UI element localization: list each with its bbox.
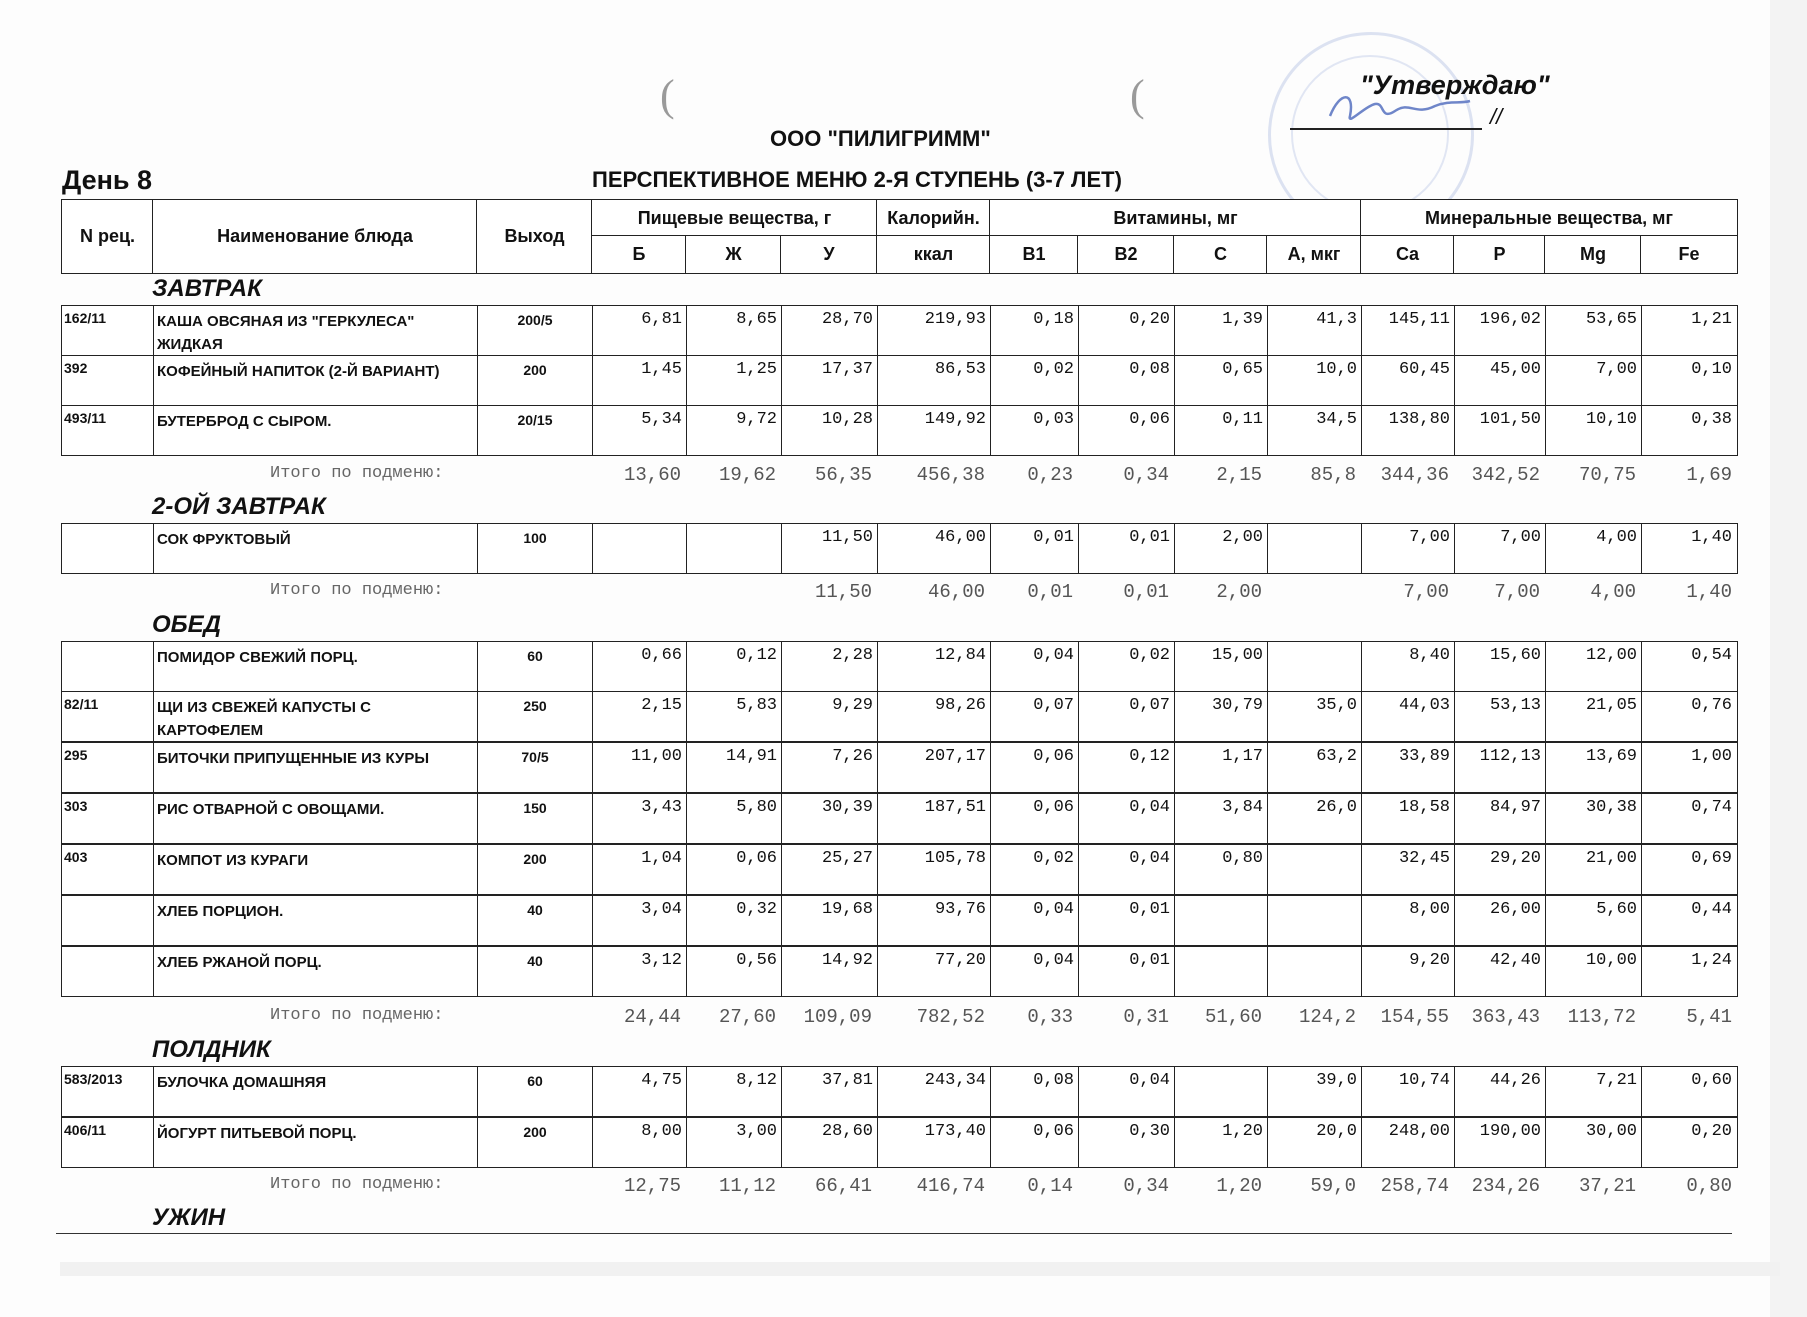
value-b2: 0,01 xyxy=(1078,524,1174,573)
value-a xyxy=(1267,845,1361,894)
dish-yield: 60 xyxy=(477,1067,592,1116)
rec-number: 406/11 xyxy=(64,1122,107,1138)
value-zh: 9,72 xyxy=(686,406,781,455)
value-c: 1,39 xyxy=(1174,306,1267,355)
value-b1: 0,06 xyxy=(990,743,1078,792)
value-zh: 3,00 xyxy=(686,1118,781,1167)
value-c: 3,84 xyxy=(1174,794,1267,843)
value-a xyxy=(1267,947,1361,996)
value-p: 190,00 xyxy=(1454,1118,1545,1167)
value-ca: 18,58 xyxy=(1361,794,1454,843)
punch-mark-right: ( xyxy=(1130,71,1145,120)
dish-name: ХЛЕБ ПОРЦИОН. xyxy=(153,896,477,945)
value-ca: 33,89 xyxy=(1361,743,1454,792)
dish-yield: 40 xyxy=(477,947,592,996)
col-header-fe: Fe xyxy=(1640,235,1738,274)
table-row xyxy=(61,895,1738,946)
col-header-name: Наименование блюда xyxy=(152,199,478,274)
subtotal-row xyxy=(0,1003,1740,1031)
value-b1: 0,02 xyxy=(990,356,1078,405)
col-header-c: C xyxy=(1173,235,1268,274)
total-mg: 37,21 xyxy=(1578,1175,1636,1197)
value-kcal: 243,34 xyxy=(877,1067,990,1116)
total-kcal: 456,38 xyxy=(916,464,985,486)
value-a: 26,0 xyxy=(1267,794,1361,843)
col-header-b1: B1 xyxy=(989,235,1079,274)
value-u: 9,29 xyxy=(781,692,877,741)
total-c: 1,20 xyxy=(1216,1175,1262,1197)
value-c xyxy=(1174,947,1267,996)
value-u: 28,70 xyxy=(781,306,877,355)
value-fe: 0,74 xyxy=(1641,794,1736,843)
value-zh: 5,83 xyxy=(686,692,781,741)
total-c: 2,00 xyxy=(1216,581,1262,603)
value-fe: 0,38 xyxy=(1641,406,1736,455)
total-mg: 113,72 xyxy=(1567,1006,1636,1028)
col-header-mg: Mg xyxy=(1544,235,1642,274)
table-row xyxy=(61,844,1738,895)
value-ca: 10,74 xyxy=(1361,1067,1454,1116)
dish-name: БУТЕРБРОД С СЫРОМ. xyxy=(153,406,477,455)
dish-name: РИС ОТВАРНОЙ С ОВОЩАМИ. xyxy=(153,794,477,843)
section-title: ПОЛДНИК xyxy=(152,1036,271,1063)
value-b1: 0,04 xyxy=(990,642,1078,691)
value-b2: 0,01 xyxy=(1078,947,1174,996)
total-u: 66,41 xyxy=(814,1175,872,1197)
value-b2: 0,08 xyxy=(1078,356,1174,405)
value-c: 1,17 xyxy=(1174,743,1267,792)
section-title: УЖИН xyxy=(152,1204,226,1231)
value-mg: 10,00 xyxy=(1545,947,1641,996)
value-ca: 145,11 xyxy=(1361,306,1454,355)
value-a: 35,0 xyxy=(1267,692,1361,741)
dish-name: ХЛЕБ РЖАНОЙ ПОРЦ. xyxy=(153,947,477,996)
table-row xyxy=(61,793,1738,844)
value-ca: 248,00 xyxy=(1361,1118,1454,1167)
value-kcal: 12,84 xyxy=(877,642,990,691)
value-a xyxy=(1267,896,1361,945)
value-c: 0,11 xyxy=(1174,406,1267,455)
col-header-nutrients: Пищевые вещества, г xyxy=(591,199,878,237)
value-a: 34,5 xyxy=(1267,406,1361,455)
total-fe: 5,41 xyxy=(1686,1006,1732,1028)
rec-number xyxy=(62,947,153,996)
total-b: 13,60 xyxy=(623,464,681,486)
value-zh: 8,12 xyxy=(686,1067,781,1116)
value-b2: 0,04 xyxy=(1078,1067,1174,1116)
dish-name: КОФЕЙНЫЙ НАПИТОК (2-Й ВАРИАНТ) xyxy=(153,356,477,405)
table-row xyxy=(61,1066,1738,1117)
value-ca: 7,00 xyxy=(1361,524,1454,573)
col-header-rec: N рец. xyxy=(61,199,154,274)
total-c: 2,15 xyxy=(1216,464,1262,486)
col-header-b2: B2 xyxy=(1077,235,1175,274)
section-title: ЗАВТРАК xyxy=(152,275,262,302)
punch-mark-left: ( xyxy=(660,71,675,120)
value-c: 2,00 xyxy=(1174,524,1267,573)
col-header-minerals: Минеральные вещества, мг xyxy=(1360,199,1738,237)
total-u: 11,50 xyxy=(814,581,872,603)
value-c xyxy=(1174,1067,1267,1116)
total-ca: 154,55 xyxy=(1380,1006,1449,1028)
total-b1: 0,14 xyxy=(1027,1175,1073,1197)
value-b2: 0,04 xyxy=(1078,845,1174,894)
dish-yield: 100 xyxy=(477,524,592,573)
value-zh: 0,32 xyxy=(686,896,781,945)
rec-number: 493/11 xyxy=(64,410,107,426)
value-b1: 0,02 xyxy=(990,845,1078,894)
total-fe: 1,69 xyxy=(1686,464,1732,486)
total-kcal: 782,52 xyxy=(916,1006,985,1028)
value-b1: 0,06 xyxy=(990,1118,1078,1167)
value-p: 196,02 xyxy=(1454,306,1545,355)
col-header-u: У xyxy=(780,235,878,274)
value-mg: 4,00 xyxy=(1545,524,1641,573)
value-b xyxy=(592,524,686,573)
col-header-zh: Ж xyxy=(685,235,782,274)
dish-yield: 20/15 xyxy=(477,406,592,455)
rec-number: 162/11 xyxy=(64,310,107,326)
dish-name: СОК ФРУКТОВЫЙ xyxy=(153,524,477,573)
dish-name: БИТОЧКИ ПРИПУЩЕННЫЕ ИЗ КУРЫ xyxy=(153,743,477,792)
subtotal-row xyxy=(0,578,1740,606)
col-header-b: Б xyxy=(591,235,687,274)
table-row xyxy=(61,742,1738,793)
total-c: 51,60 xyxy=(1204,1006,1262,1028)
value-kcal: 187,51 xyxy=(877,794,990,843)
value-b1: 0,04 xyxy=(990,947,1078,996)
total-b: 12,75 xyxy=(623,1175,681,1197)
subtotal-row xyxy=(0,461,1740,489)
value-b: 3,12 xyxy=(592,947,686,996)
table-row xyxy=(61,523,1738,574)
value-kcal: 46,00 xyxy=(877,524,990,573)
dish-yield: 150 xyxy=(477,794,592,843)
menu-title: ПЕРСПЕКТИВНОЕ МЕНЮ 2-Я СТУПЕНЬ (3-7 ЛЕТ) xyxy=(592,167,1122,192)
dish-yield: 200/5 xyxy=(477,306,592,355)
col-header-yield: Выход xyxy=(476,199,593,274)
value-mg: 7,21 xyxy=(1545,1067,1641,1116)
value-c: 15,00 xyxy=(1174,642,1267,691)
value-b: 4,75 xyxy=(592,1067,686,1116)
total-ca: 7,00 xyxy=(1403,581,1449,603)
table-row xyxy=(61,691,1738,742)
value-mg: 53,65 xyxy=(1545,306,1641,355)
dish-yield: 60 xyxy=(477,642,592,691)
value-zh: 0,56 xyxy=(686,947,781,996)
value-c: 0,65 xyxy=(1174,356,1267,405)
day-label: День 8 xyxy=(62,165,153,195)
total-kcal: 416,74 xyxy=(916,1175,985,1197)
value-mg: 5,60 xyxy=(1545,896,1641,945)
col-header-calories: Калорийн. xyxy=(876,199,991,237)
signature-line xyxy=(1290,128,1482,130)
total-ca: 344,36 xyxy=(1380,464,1449,486)
total-zh: 11,12 xyxy=(718,1175,776,1197)
value-b1: 0,04 xyxy=(990,896,1078,945)
value-p: 26,00 xyxy=(1454,896,1545,945)
value-b: 1,45 xyxy=(592,356,686,405)
value-ca: 8,00 xyxy=(1361,896,1454,945)
value-mg: 12,00 xyxy=(1545,642,1641,691)
rec-number: 295 xyxy=(64,747,88,763)
subtotal-label: Итого по подменю: xyxy=(270,1175,444,1194)
total-b1: 0,01 xyxy=(1027,581,1073,603)
value-a: 41,3 xyxy=(1267,306,1361,355)
value-kcal: 105,78 xyxy=(877,845,990,894)
value-ca: 60,45 xyxy=(1361,356,1454,405)
value-b1: 0,01 xyxy=(990,524,1078,573)
rec-number: 583/2013 xyxy=(64,1071,123,1087)
value-ca: 8,40 xyxy=(1361,642,1454,691)
dish-name: КОМПОТ ИЗ КУРАГИ xyxy=(153,845,477,894)
value-c: 1,20 xyxy=(1174,1118,1267,1167)
scan-shadow xyxy=(60,1262,1780,1276)
value-u: 11,50 xyxy=(781,524,877,573)
value-a: 63,2 xyxy=(1267,743,1361,792)
dish-name: ПОМИДОР СВЕЖИЙ ПОРЦ. xyxy=(153,642,477,691)
value-ca: 44,03 xyxy=(1361,692,1454,741)
col-header-p: P xyxy=(1453,235,1546,274)
value-b: 5,34 xyxy=(592,406,686,455)
value-a xyxy=(1267,524,1361,573)
value-zh: 5,80 xyxy=(686,794,781,843)
total-u: 109,09 xyxy=(803,1006,872,1028)
dish-yield: 40 xyxy=(477,896,592,945)
dish-yield: 250 xyxy=(477,692,592,741)
value-fe: 0,20 xyxy=(1641,1118,1736,1167)
col-header-vitamins: Витамины, мг xyxy=(989,199,1362,237)
total-a: 124,2 xyxy=(1298,1006,1356,1028)
value-kcal: 98,26 xyxy=(877,692,990,741)
value-zh xyxy=(686,524,781,573)
section-title: ОБЕД xyxy=(152,611,221,638)
value-b: 8,00 xyxy=(592,1118,686,1167)
value-u: 7,26 xyxy=(781,743,877,792)
value-u: 14,92 xyxy=(781,947,877,996)
total-p: 342,52 xyxy=(1471,464,1540,486)
dish-yield: 200 xyxy=(477,356,592,405)
value-p: 44,26 xyxy=(1454,1067,1545,1116)
total-u: 56,35 xyxy=(814,464,872,486)
total-b2: 0,34 xyxy=(1123,1175,1169,1197)
value-b2: 0,20 xyxy=(1078,306,1174,355)
value-p: 42,40 xyxy=(1454,947,1545,996)
value-b2: 0,12 xyxy=(1078,743,1174,792)
total-p: 7,00 xyxy=(1494,581,1540,603)
subtotal-label: Итого по подменю: xyxy=(270,464,444,483)
value-ca: 9,20 xyxy=(1361,947,1454,996)
table-row xyxy=(61,946,1738,997)
value-u: 37,81 xyxy=(781,1067,877,1116)
value-a: 39,0 xyxy=(1267,1067,1361,1116)
value-p: 101,50 xyxy=(1454,406,1545,455)
value-p: 112,13 xyxy=(1454,743,1545,792)
value-kcal: 219,93 xyxy=(877,306,990,355)
dish-yield: 200 xyxy=(477,1118,592,1167)
value-fe: 0,54 xyxy=(1641,642,1736,691)
value-zh: 1,25 xyxy=(686,356,781,405)
rec-number: 82/11 xyxy=(64,696,99,712)
total-b: 24,44 xyxy=(623,1006,681,1028)
value-ca: 138,80 xyxy=(1361,406,1454,455)
value-ca: 32,45 xyxy=(1361,845,1454,894)
value-b: 11,00 xyxy=(592,743,686,792)
table-row xyxy=(61,305,1738,356)
value-zh: 14,91 xyxy=(686,743,781,792)
total-p: 363,43 xyxy=(1471,1006,1540,1028)
rec-number xyxy=(62,642,153,691)
signature-slash: // xyxy=(1490,104,1503,129)
table-row xyxy=(61,355,1738,406)
value-b1: 0,08 xyxy=(990,1067,1078,1116)
value-b2: 0,02 xyxy=(1078,642,1174,691)
rec-number: 303 xyxy=(64,798,88,814)
value-u: 2,28 xyxy=(781,642,877,691)
value-kcal: 207,17 xyxy=(877,743,990,792)
value-fe: 0,10 xyxy=(1641,356,1736,405)
value-u: 10,28 xyxy=(781,406,877,455)
value-p: 29,20 xyxy=(1454,845,1545,894)
total-b2: 0,31 xyxy=(1123,1006,1169,1028)
subtotal-label: Итого по подменю: xyxy=(270,1006,444,1025)
rec-number xyxy=(62,896,153,945)
total-p: 234,26 xyxy=(1471,1175,1540,1197)
section-title: 2-ОЙ ЗАВТРАК xyxy=(152,493,326,520)
value-kcal: 93,76 xyxy=(877,896,990,945)
value-b1: 0,03 xyxy=(990,406,1078,455)
value-b2: 0,06 xyxy=(1078,406,1174,455)
value-b2: 0,30 xyxy=(1078,1118,1174,1167)
total-b2: 0,34 xyxy=(1123,464,1169,486)
value-b1: 0,07 xyxy=(990,692,1078,741)
total-b1: 0,33 xyxy=(1027,1006,1073,1028)
value-c: 30,79 xyxy=(1174,692,1267,741)
value-b: 0,66 xyxy=(592,642,686,691)
value-u: 19,68 xyxy=(781,896,877,945)
value-zh: 0,06 xyxy=(686,845,781,894)
value-kcal: 77,20 xyxy=(877,947,990,996)
rec-number xyxy=(62,524,153,573)
value-zh: 0,12 xyxy=(686,642,781,691)
value-mg: 30,00 xyxy=(1545,1118,1641,1167)
value-zh: 8,65 xyxy=(686,306,781,355)
value-fe: 0,69 xyxy=(1641,845,1736,894)
value-b2: 0,01 xyxy=(1078,896,1174,945)
total-b1: 0,23 xyxy=(1027,464,1073,486)
table-row xyxy=(61,641,1738,692)
rec-number: 392 xyxy=(64,360,88,376)
value-mg: 30,38 xyxy=(1545,794,1641,843)
dish-name: КАША ОВСЯНАЯ ИЗ "ГЕРКУЛЕСА" ЖИДКАЯ xyxy=(153,306,477,355)
value-mg: 21,05 xyxy=(1545,692,1641,741)
value-b: 2,15 xyxy=(592,692,686,741)
dish-name: ЙОГУРТ ПИТЬЕВОЙ ПОРЦ. xyxy=(153,1118,477,1167)
table-row xyxy=(61,1117,1738,1168)
dish-yield: 200 xyxy=(477,845,592,894)
value-fe: 1,40 xyxy=(1641,524,1736,573)
col-header-kcal: ккал xyxy=(876,235,991,274)
rec-number: 403 xyxy=(64,849,88,865)
total-fe: 1,40 xyxy=(1686,581,1732,603)
value-a: 20,0 xyxy=(1267,1118,1361,1167)
scan-edge xyxy=(1770,0,1807,1317)
dish-name: БУЛОЧКА ДОМАШНЯЯ xyxy=(153,1067,477,1116)
total-a: 59,0 xyxy=(1310,1175,1356,1197)
total-ca: 258,74 xyxy=(1380,1175,1449,1197)
total-zh: 27,60 xyxy=(718,1006,776,1028)
total-fe: 0,80 xyxy=(1686,1175,1732,1197)
value-u: 30,39 xyxy=(781,794,877,843)
value-fe: 0,44 xyxy=(1641,896,1736,945)
value-kcal: 149,92 xyxy=(877,406,990,455)
total-zh: 19,62 xyxy=(718,464,776,486)
value-b2: 0,04 xyxy=(1078,794,1174,843)
subtotal-label: Итого по подменю: xyxy=(270,581,444,600)
value-c xyxy=(1174,896,1267,945)
value-fe: 0,60 xyxy=(1641,1067,1736,1116)
total-b2: 0,01 xyxy=(1123,581,1169,603)
value-fe: 0,76 xyxy=(1641,692,1736,741)
subtotal-row xyxy=(0,1172,1740,1200)
total-mg: 70,75 xyxy=(1578,464,1636,486)
value-kcal: 86,53 xyxy=(877,356,990,405)
value-a: 10,0 xyxy=(1267,356,1361,405)
value-u: 28,60 xyxy=(781,1118,877,1167)
value-p: 84,97 xyxy=(1454,794,1545,843)
value-b2: 0,07 xyxy=(1078,692,1174,741)
table-row xyxy=(61,405,1738,456)
col-header-ca: Ca xyxy=(1360,235,1455,274)
value-b1: 0,06 xyxy=(990,794,1078,843)
value-p: 15,60 xyxy=(1454,642,1545,691)
value-p: 45,00 xyxy=(1454,356,1545,405)
dish-name: ЩИ ИЗ СВЕЖЕЙ КАПУСТЫ С КАРТОФЕЛЕМ xyxy=(153,692,477,741)
value-a xyxy=(1267,642,1361,691)
total-a: 85,8 xyxy=(1310,464,1356,486)
value-b: 1,04 xyxy=(592,845,686,894)
value-p: 7,00 xyxy=(1454,524,1545,573)
dish-yield: 70/5 xyxy=(477,743,592,792)
value-mg: 13,69 xyxy=(1545,743,1641,792)
organization-name: ООО "ПИЛИГРИММ" xyxy=(770,126,991,151)
value-b: 3,04 xyxy=(592,896,686,945)
value-b: 3,43 xyxy=(592,794,686,843)
total-kcal: 46,00 xyxy=(927,581,985,603)
value-b1: 0,18 xyxy=(990,306,1078,355)
value-u: 17,37 xyxy=(781,356,877,405)
total-mg: 4,00 xyxy=(1590,581,1636,603)
value-mg: 7,00 xyxy=(1545,356,1641,405)
value-fe: 1,24 xyxy=(1641,947,1736,996)
table-bottom-border xyxy=(56,1233,1732,1234)
value-fe: 1,21 xyxy=(1641,306,1736,355)
value-u: 25,27 xyxy=(781,845,877,894)
value-fe: 1,00 xyxy=(1641,743,1736,792)
col-header-a: А, мкг xyxy=(1266,235,1362,274)
value-c: 0,80 xyxy=(1174,845,1267,894)
value-p: 53,13 xyxy=(1454,692,1545,741)
value-mg: 10,10 xyxy=(1545,406,1641,455)
value-kcal: 173,40 xyxy=(877,1118,990,1167)
value-mg: 21,00 xyxy=(1545,845,1641,894)
value-b: 6,81 xyxy=(592,306,686,355)
approval-label: "Утверждаю" xyxy=(1360,70,1550,100)
